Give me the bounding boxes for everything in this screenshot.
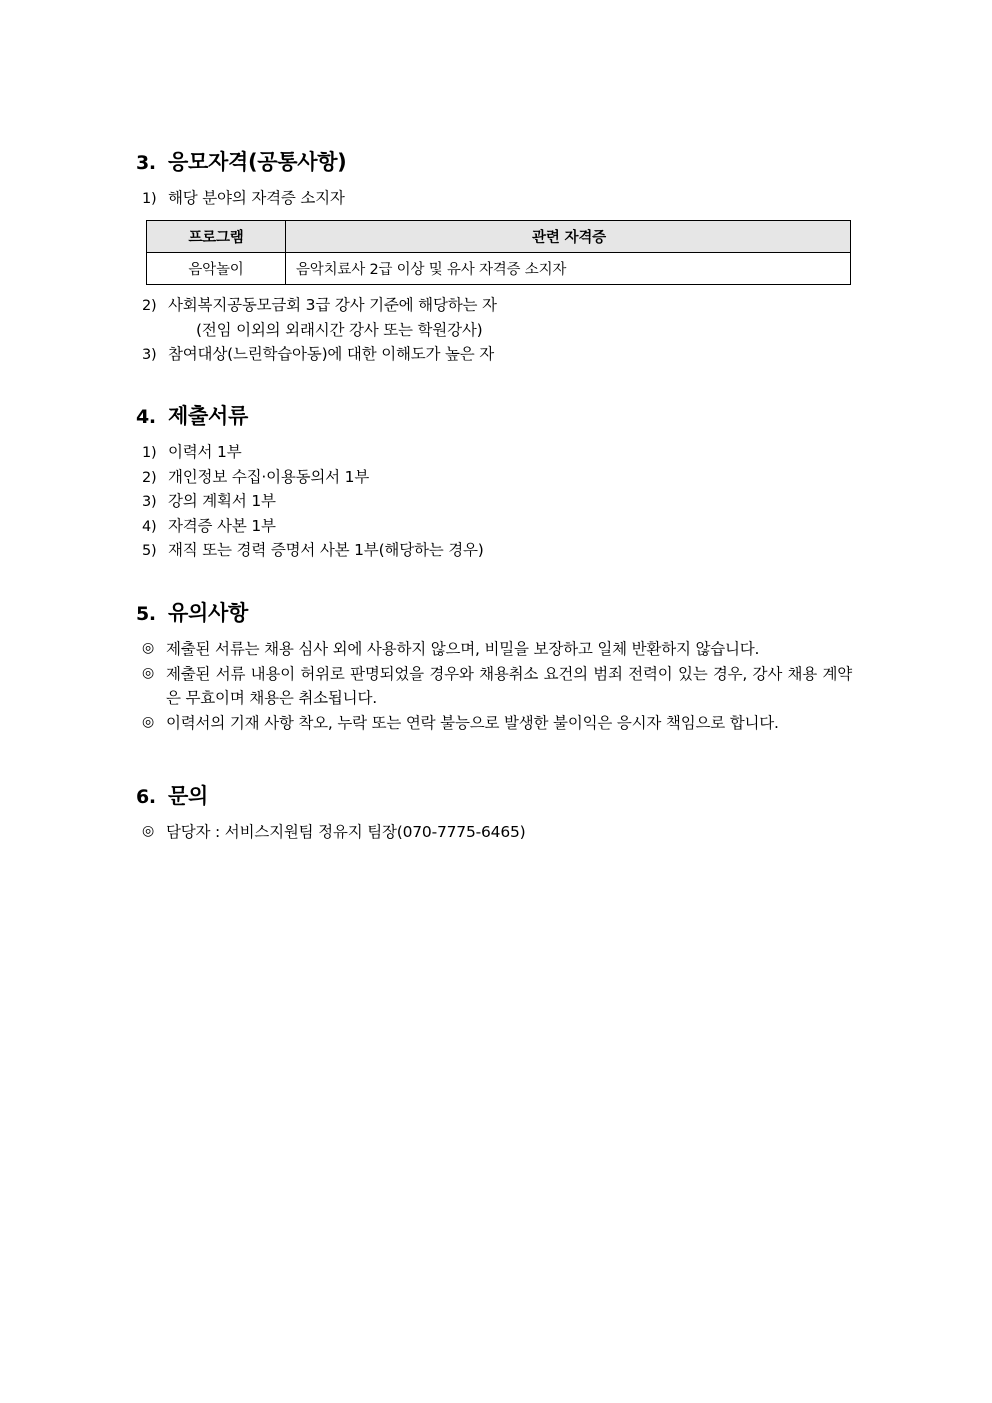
list-marker: 4) <box>142 518 157 535</box>
list-text: 참여대상(느린학습아동)에 대한 이해도가 높은 자 <box>168 344 495 363</box>
column-header-program: 프로그램 <box>147 221 286 253</box>
bullet-text: 제출된 서류는 채용 심사 외에 사용하지 않으며, 비밀을 보장하고 일체 반환하지 않습니다. <box>166 639 760 658</box>
diamond-bullet-icon: ◎ <box>142 639 155 656</box>
section-heading-4 <box>136 400 852 430</box>
diamond-bullet-icon: ◎ <box>142 822 155 839</box>
list-marker: 1) <box>142 445 157 462</box>
qualification-table <box>146 220 851 285</box>
list-item-continuation <box>136 318 852 342</box>
table-row <box>147 253 851 285</box>
bullet-item <box>136 637 852 662</box>
list-item <box>136 514 852 538</box>
list-marker: 5) <box>142 543 157 560</box>
section-title: 유의사항 <box>168 600 248 625</box>
list-text: 강의 계획서 1부 <box>168 492 276 511</box>
list-item <box>136 186 852 210</box>
section-heading-5 <box>136 597 852 627</box>
diamond-bullet-icon: ◎ <box>142 664 155 681</box>
list-item <box>136 342 852 366</box>
list-text: 해당 분야의 자격증 소지자 <box>168 189 345 207</box>
table-header-row <box>147 221 851 253</box>
list-marker: 3) <box>142 346 157 363</box>
section-number: 3. <box>136 152 156 174</box>
bullet-text: 이력서의 기재 사항 착오, 누락 또는 연락 불능으로 발생한 불이익은 응시자 책임으로 합니다. <box>166 714 779 733</box>
list-text: (전임 이외의 외래시간 강사 또는 학원강사) <box>196 320 483 339</box>
list-marker <box>136 318 196 342</box>
bullet-item <box>136 820 852 845</box>
bullet-item <box>136 662 852 712</box>
contact-text: 담당자 : 서비스지원팀 정유지 팀장(070-7775-6465) <box>166 822 526 841</box>
list-item <box>136 538 852 562</box>
list-text: 사회복지공동모금회 3급 강사 기준에 해당하는 자 <box>168 296 497 315</box>
list-item <box>136 440 852 464</box>
section-title: 응모자격(공통사항) <box>168 150 347 174</box>
section-number: 5. <box>136 602 156 625</box>
section-heading-3 <box>136 146 852 176</box>
section-heading-6 <box>136 780 852 810</box>
section-title: 제출서류 <box>168 404 248 429</box>
list-item <box>136 489 852 513</box>
cell-certificate: 음악치료사 2급 이상 및 유사 자격증 소지자 <box>286 253 851 285</box>
bullet-text: 제출된 서류 내용이 허위로 판명되었을 경우와 채용취소 요건의 범죄 전력이 있는 경우, 강사 채용 계약은 무효이며 채용은 취소됩니다. <box>166 664 852 708</box>
section-title: 문의 <box>168 783 208 808</box>
section-number: 6. <box>136 785 156 808</box>
list-item <box>136 293 852 317</box>
list-marker: 3) <box>142 494 157 511</box>
list-text: 재직 또는 경력 증명서 사본 1부(해당하는 경우) <box>168 541 484 560</box>
list-item <box>136 465 852 489</box>
list-text: 이력서 1부 <box>168 443 242 462</box>
list-text: 개인정보 수집·이용동의서 1부 <box>168 467 370 486</box>
list-marker: 1) <box>142 191 157 207</box>
list-marker: 2) <box>142 469 157 486</box>
cell-program: 음악놀이 <box>147 253 286 285</box>
document-body <box>136 146 852 845</box>
bullet-item <box>136 711 852 736</box>
section-number: 4. <box>136 406 156 429</box>
column-header-certificate: 관련 자격증 <box>286 221 851 253</box>
list-marker: 2) <box>142 298 157 315</box>
list-text: 자격증 사본 1부 <box>168 516 276 535</box>
diamond-bullet-icon: ◎ <box>142 714 155 731</box>
